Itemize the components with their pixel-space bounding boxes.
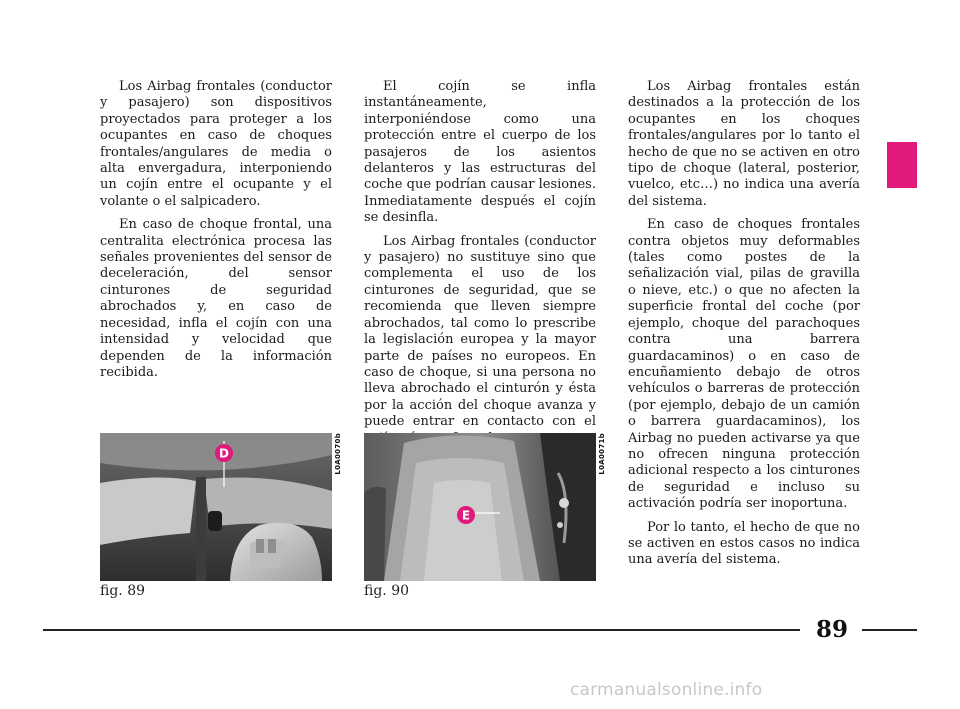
figure-89-photo [100, 433, 332, 581]
text-column-2 [364, 79, 596, 487]
paragraph: Los Airbag frontales (conductor y pasajero) son dispositivos proyectados para proteger a los ocupantes en caso de choques frontales/angulares de media o alta envergadura, interponiendo un cojín entre el ocupante y el volante o el salpicadero. [100, 79, 332, 209]
footer-rule-left [43, 629, 800, 631]
paragraph: En caso de choque frontal, una centralita electrónica procesa las señales provenientes del sensor de deceleración, del sensor cinturones de seguridad abrochados y, en caso de necesidad, infla el cojín con una intensidad y velocidad que dependen de la información recibida. [100, 217, 332, 380]
watermark: carmanualsonline.info [570, 680, 763, 700]
figure-89-caption: fig. 89 [100, 583, 146, 599]
paragraph: Los Airbag frontales (conductor y pasajero) no sustituye sino que complementa el uso de los cinturones de seguridad, que se recomienda que lleven siempre abrochados, tal como lo prescribe la legislación europea y la mayor parte de países no europeos. En caso de choque, si una persona no lleva abrochado el cinturón y ésta por la acción del choque avanza y puede entrar en contacto con el [364, 233, 596, 430]
marker-e-label: E [461, 508, 471, 523]
paragraph: El cojín se infla instantáneamente, interponiéndose como una protección entre el cuerpo de los pasajeros de los asientos delanteros y las estructuras del coche que podrían causar lesiones. Inmediatamente después el cojín se desinfla. [364, 79, 596, 226]
section-tab [887, 142, 917, 188]
footer-rule-right [862, 629, 917, 631]
figure-90-code: L0A0071b [598, 433, 606, 475]
paragraph: Por lo tanto, el hecho de que no se activen en estos casos no indica una avería del sistema. [628, 519, 860, 568]
paragraph: Los Airbag frontales están destinados a la protección de los ocupantes en los choques frontales/angulares por lo tanto el hecho de que no se activen en otro tipo de choque (lateral, posterior, vuelco, etc…) no indica una avería del sistema. [628, 79, 860, 209]
page-number: 89 [815, 616, 848, 643]
marker-d-label: D [219, 446, 229, 461]
figure-90-photo [364, 433, 596, 581]
figure-90-caption: fig. 90 [364, 583, 410, 599]
text-column-3 [628, 79, 860, 576]
paragraph: En caso de choques frontales contra objetos muy deformables (tales como postes de la señalización vial, pilas de gravilla o nieve, etc.) o que no afecten la superficie frontal del coche (por ejemplo, choque del parachoques contra una barrera guardacaminos) o en caso de encuñamiento debajo de otros vehículos o barreras de protección (por ejemplo, debajo de un camión o barrera guardacaminos), los Airbag no pueden activarse ya que no ofrecen ninguna protección adicional respecto a los cinturones de seguridad e incluso su activación podría ser inoportuna. [628, 217, 860, 512]
text-column-1 [100, 79, 332, 388]
figure-89-code: L0A0070b [334, 433, 342, 475]
